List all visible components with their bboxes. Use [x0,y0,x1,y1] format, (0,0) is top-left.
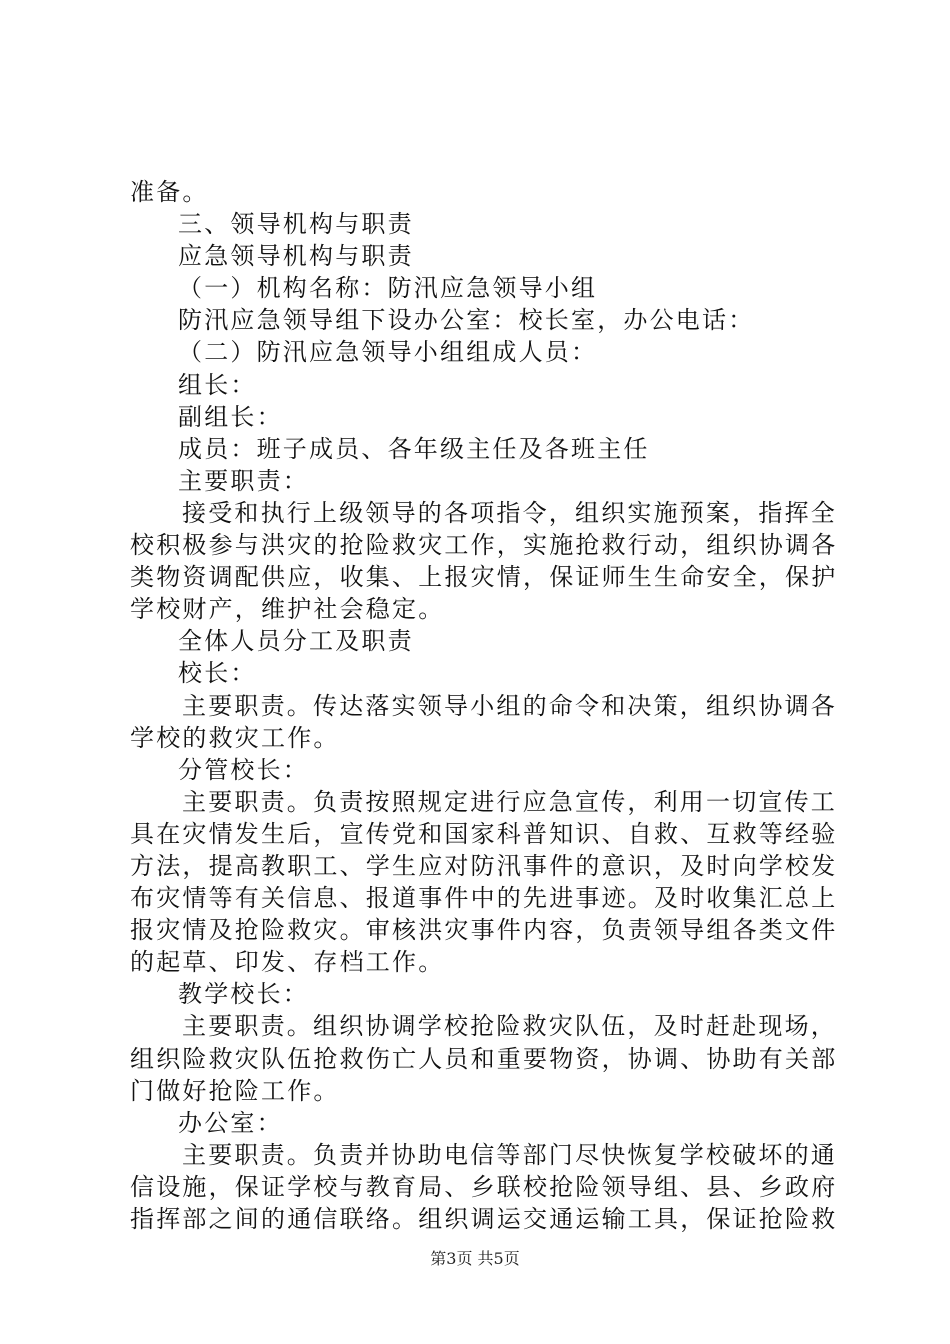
text-line: 组长： [178,370,257,399]
text-line: （一）机构名称：防汛应急领导小组 [178,274,598,303]
text-line: 主要职责。负责按照规定进行应急宣传，利用一切宣传工 [182,787,837,816]
text-line: 三、领导机构与职责 [178,210,414,239]
text-line: 办公室： [178,1108,283,1137]
text-line: 教学校长： [178,980,309,1009]
text-line: 学校的救灾工作。 [130,723,340,752]
text-line: 主要职责。组织协调学校抢险救灾队伍，及时赶赴现场， [182,1012,837,1041]
text-line: 指挥部之间的通信联络。组织调运交通运输工具，保证抢险救 [130,1205,838,1233]
text-line: 准备。 [130,178,209,206]
text-line: 具在灾情发生后，宣传党和国家科普知识、自救、互救等经验 [130,819,838,848]
text-line: 全体人员分工及职责 [178,627,414,656]
text-line: 接受和执行上级领导的各项指令，组织实施预案，指挥全 [182,498,837,527]
text-line: 主要职责。负责并协助电信等部门尽快恢复学校破坏的通 [182,1140,837,1169]
document-body [130,176,838,1235]
text-line: 成员：班子成员、各年级主任及各班主任 [178,434,650,463]
text-line: 布灾情等有关信息、报道事件中的先进事迹。及时收集汇总上 [130,884,838,913]
text-line: （二）防汛应急领导小组组成人员： [178,338,598,367]
text-line: 门做好抢险工作。 [130,1076,340,1105]
text-line: 报灾情及抢险救灾。审核洪灾事件内容，负责领导组各类文件 [130,916,838,945]
text-line: 分管校长： [178,755,309,784]
text-line: 主要职责： [178,466,309,495]
text-line: 校长： [178,659,257,688]
page-footer: 第3页 共5页 [430,1249,520,1268]
text-line: 应急领导机构与职责 [178,242,414,271]
text-line: 类物资调配供应，收集、上报灾情，保证师生生命安全，保护 [130,563,838,592]
text-line: 组织险救灾队伍抢救伤亡人员和重要物资，协调、协助有关部 [130,1044,838,1073]
text-line: 的起草、印发、存档工作。 [130,948,445,977]
text-line: 校积极参与洪灾的抢险救灾工作，实施抢救行动，组织协调各 [130,531,838,560]
text-line: 防汛应急领导组下设办公室：校长室，办公电话： [178,306,755,335]
text-line: 主要职责。传达落实领导小组的命令和决策，组织协调各 [182,691,837,720]
text-line: 方法，提高教职工、学生应对防汛事件的意识，及时向学校发 [130,851,838,880]
text-line: 学校财产，维护社会稳定。 [130,595,445,624]
text-line: 副组长： [178,402,283,431]
text-line: 信设施，保证学校与教育局、乡联校抢险领导组、县、乡政府 [130,1172,838,1201]
